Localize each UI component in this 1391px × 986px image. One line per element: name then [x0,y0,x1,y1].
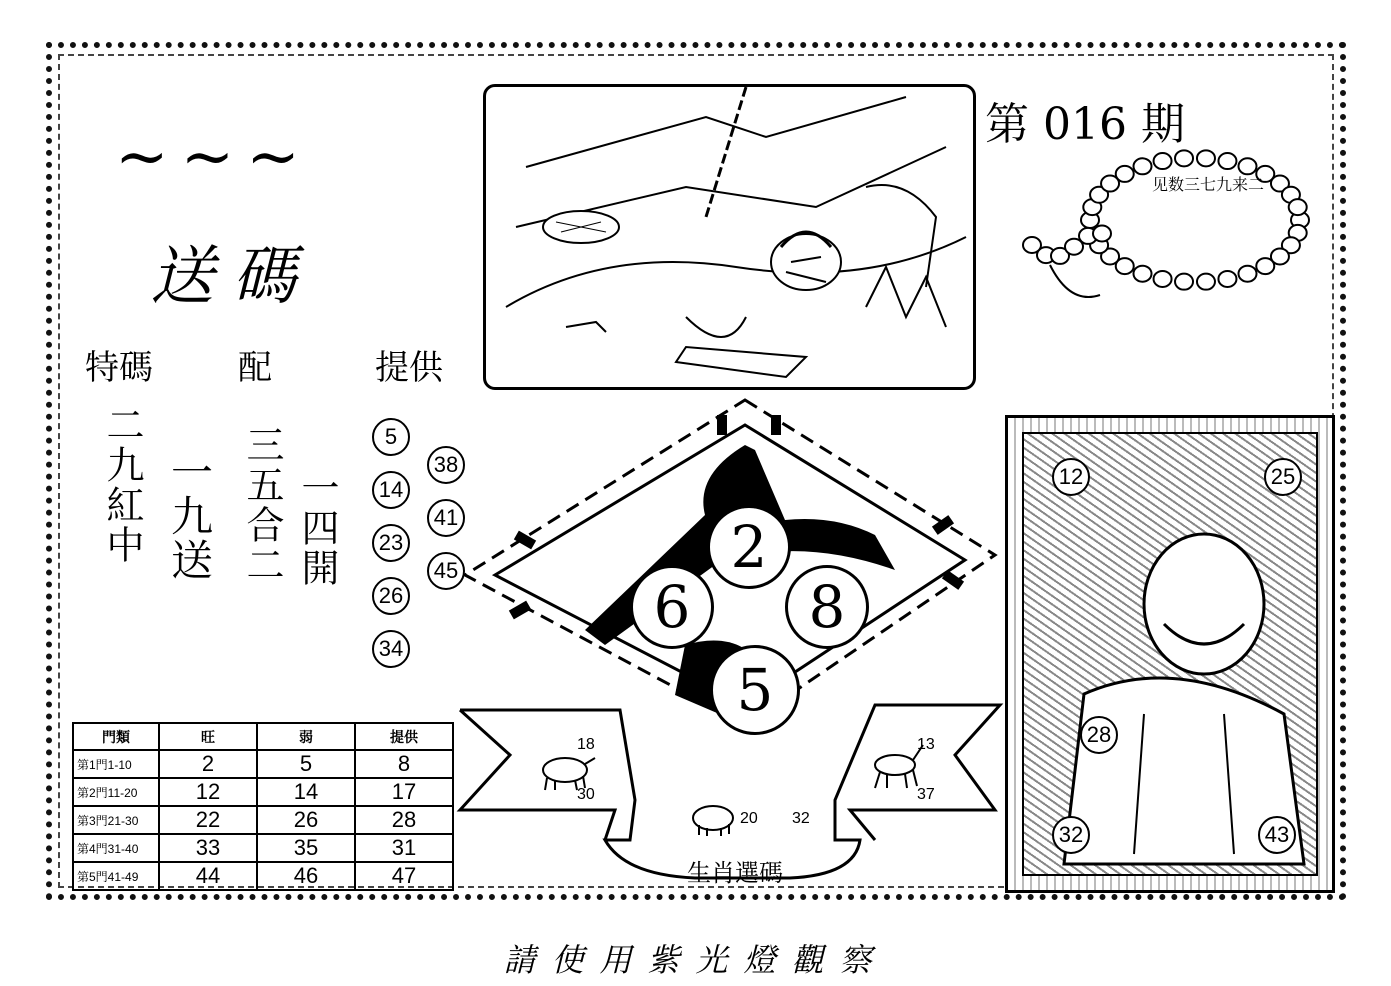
provided-number-ball: 34 [372,630,410,668]
figure-number-12: 12 [1052,458,1090,496]
bead [1154,153,1172,169]
ox-number-1: 18 [577,736,595,753]
bead-necklace-drawing [1010,135,1310,315]
door-table-grid [72,722,454,891]
bead [1134,266,1152,282]
bead [1134,158,1152,174]
cell-provided: 17 [355,778,453,806]
diamond-number-6: 6 [630,565,714,649]
cell-provided: 47 [355,862,453,890]
figure-panel [1005,415,1335,893]
clue-col-3: 三五合二 [240,425,284,585]
provided-number-ball: 14 [372,471,410,509]
table-row [73,834,453,862]
figure-engraving [1022,432,1318,876]
cell-strong: 33 [159,834,257,862]
cell-provided: 28 [355,806,453,834]
landscape-drawing [486,87,976,390]
table-header-row [73,723,453,750]
row-label: 第4門31-40 [73,834,159,862]
diamond-number-2: 2 [707,505,791,589]
provided-number-ball: 45 [427,552,465,590]
clue-col-1: 二九紅中 [100,405,144,565]
bead [1175,150,1193,166]
header-tigong: 提供 [375,348,443,388]
table-row [73,806,453,834]
table-row [73,862,453,890]
bead [1289,199,1307,215]
figure-number-28: 28 [1080,716,1118,754]
bead [1175,274,1193,290]
clue-col-2: 一九送 [165,450,214,582]
bead [1218,271,1236,287]
cell-strong: 2 [159,750,257,778]
provided-number-ball: 26 [372,577,410,615]
cell-weak: 46 [257,862,355,890]
provided-number-ball: 5 [372,418,410,456]
title-line-2: 送碼 [150,240,314,314]
cell-provided: 8 [355,750,453,778]
bead [1116,166,1134,182]
bead-tassel [1050,265,1100,297]
provided-number-ball: 38 [427,446,465,484]
row-label: 第5門41-49 [73,862,159,890]
table-header-category: 門類 [73,723,159,750]
bead [1256,258,1274,274]
cell-weak: 35 [257,834,355,862]
bead [1218,153,1236,169]
bead [1197,274,1215,290]
ox-number-2: 30 [577,786,595,803]
table-header-strong: 旺 [159,723,257,750]
bead [1197,150,1215,166]
figure-drawing [1024,434,1320,878]
cell-strong: 44 [159,862,257,890]
bead [1239,158,1257,174]
title-line-1: ~~~ [115,120,312,194]
horse-number-1: 13 [917,736,935,753]
table-header-weak: 弱 [257,723,355,750]
bead [1093,225,1111,241]
horse-number-2: 37 [917,786,935,803]
bead-text: 见数三七九来二 [1152,175,1265,194]
cell-weak: 5 [257,750,355,778]
table-row [73,750,453,778]
table-row [73,778,453,806]
provided-number-ball: 41 [427,499,465,537]
cell-weak: 26 [257,806,355,834]
cell-provided: 31 [355,834,453,862]
row-label: 第2門11-20 [73,778,159,806]
cell-strong: 22 [159,806,257,834]
door-table [72,722,454,891]
header-pei: 配 [238,348,272,388]
cell-weak: 14 [257,778,355,806]
zodiac-label: 生肖選碼 [687,859,783,887]
bead [1154,271,1172,287]
header-tema: 特碼 [85,348,153,388]
pig-number-1: 20 [740,810,758,827]
figure-number-43: 43 [1258,816,1296,854]
provided-number-ball: 23 [372,524,410,562]
row-label: 第3門21-30 [73,806,159,834]
pig-number-2: 32 [792,810,810,827]
row-label: 第1門1-10 [73,750,159,778]
cell-strong: 12 [159,778,257,806]
landscape-illustration [483,84,976,390]
footer-note: 請使用紫光燈觀察 [503,941,888,979]
figure-number-25: 25 [1264,458,1302,496]
figure-number-32: 32 [1052,816,1090,854]
diamond-number-8: 8 [785,565,869,649]
issue-number: 第 016 期 [985,99,1185,150]
clue-col-4: 一四開 [295,468,339,588]
diamond-number-5: 5 [710,645,800,735]
bead-necklace [1010,135,1310,315]
bead [1239,266,1257,282]
zodiac-banner [455,700,1010,900]
table-header-provided: 提供 [355,723,453,750]
